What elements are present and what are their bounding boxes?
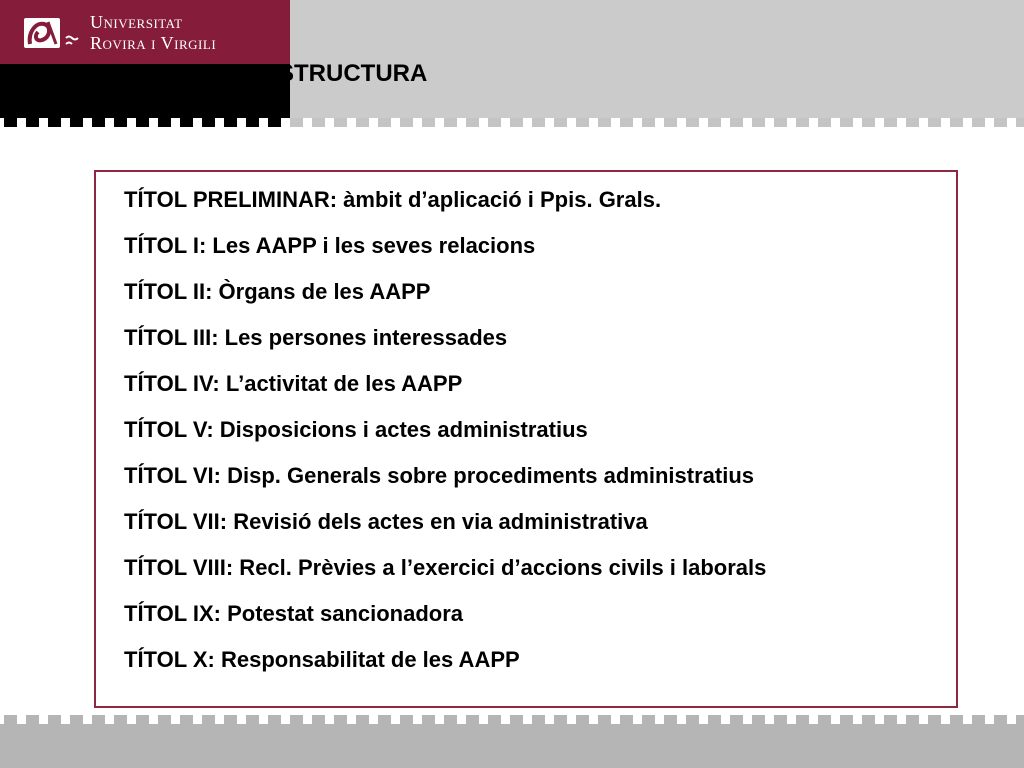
titles-list — [124, 184, 766, 690]
header-gray-band — [290, 0, 1024, 118]
list-item: TÍTOL IX: Potestat sancionadora — [124, 601, 464, 626]
list-item: TÍTOL X: Responsabilitat de les AAPP — [124, 647, 520, 672]
bottom-dash-divider — [0, 715, 1024, 724]
list-item: TÍTOL VII: Revisió dels actes en via administrativa — [124, 509, 648, 534]
list-item: TÍTOL IV: L’activitat de les AAPP — [124, 371, 463, 396]
list-item: TÍTOL VIII: Recl. Prèvies a l’exercici d’accions civils i laborals — [124, 555, 767, 580]
content-box — [94, 170, 958, 708]
top-dash-divider — [0, 118, 1024, 127]
list-item: TÍTOL PRELIMINAR: àmbit d’aplicació i Ppis. Grals. — [124, 187, 662, 212]
university-name-line1: Universitat — [90, 12, 183, 32]
list-item: TÍTOL III: Les persones interessades — [124, 325, 508, 350]
list-item: TÍTOL II: Òrgans de les AAPP — [124, 279, 431, 304]
slide-title: ESTRUCTURA — [262, 60, 428, 87]
list-item: TÍTOL V: Disposicions i actes administratius — [124, 417, 588, 442]
urv-logo-icon — [22, 14, 84, 54]
footer-gray-band — [0, 724, 1024, 768]
list-item: TÍTOL I: Les AAPP i les seves relacions — [124, 233, 536, 258]
university-name-line2: Rovira i Virgili — [90, 33, 217, 53]
list-item: TÍTOL VI: Disp. Generals sobre procediments administratius — [124, 463, 755, 488]
university-name — [90, 12, 216, 54]
